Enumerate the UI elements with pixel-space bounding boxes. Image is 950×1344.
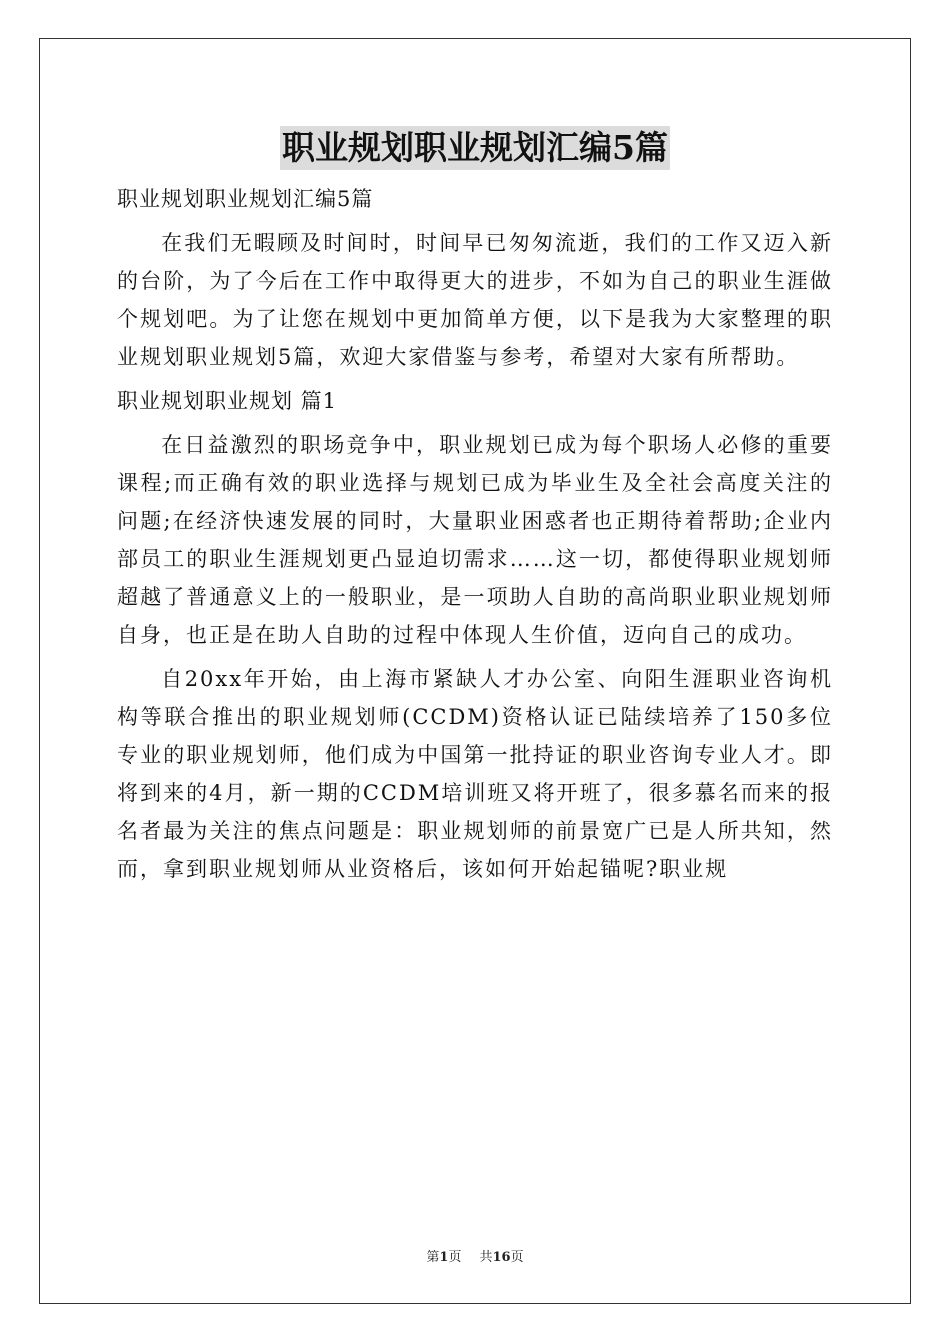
- total-prefix: 共: [479, 1250, 493, 1265]
- body-paragraph: 在日益激烈的职场竞争中，职业规划已成为每个职场人必修的重要课程;而正确有效的职业选择与规划已成为毕业生及全社会高度关注的问题;在经济快速发展的同时，大量职业困惑者也正期待着帮助;企业内部员工的职业生涯规划更凸显迫切需求……这一切，都使得职业规划师超越了普通意义上的一般职业，是一项助人自助的高尚职业职业规划师自身，也正是在助人自助的过程中体现人生价值，迈向自己的成功。: [117, 433, 833, 647]
- page-total: 16: [492, 1250, 511, 1265]
- page-current: 1: [439, 1250, 449, 1265]
- total-suffix: 页: [510, 1250, 524, 1265]
- subtitle-line: 职业规划职业规划汇编5篇: [117, 187, 374, 211]
- document-title: 职业规划职业规划汇编5篇: [280, 126, 670, 170]
- body-paragraph: 自20xx年开始，由上海市紧缺人才办公室、向阳生涯职业咨询机构等联合推出的职业规划师(CCDM)资格认证已陆续培养了150多位专业的职业规划师，他们成为中国第一批持证的职业咨询专业人才。即将到来的4月，新一期的CCDM培训班又将开班了，很多慕名而来的报名者最为关注的焦点问题是：职业规划师的前景宽广已是人所共知，然而，拿到职业规划师从业资格后，该如何开始起锚呢?职业规: [117, 667, 833, 881]
- section-heading: 职业规划职业规划 篇1: [117, 389, 338, 413]
- page-footer: [0, 1246, 950, 1265]
- page-suffix: 页: [448, 1250, 462, 1265]
- title-container: [0, 126, 950, 170]
- intro-paragraph: 在我们无暇顾及时间时，时间早已匆匆流逝，我们的工作又迈入新的台阶，为了今后在工作中取得更大的进步，不如为自己的职业生涯做个规划吧。为了让您在规划中更加简单方便，以下是我为大家整理的职业规划职业规划5篇，欢迎大家借鉴与参考，希望对大家有所帮助。: [117, 231, 833, 369]
- page-prefix: 第: [426, 1250, 440, 1265]
- document-body: [117, 180, 833, 894]
